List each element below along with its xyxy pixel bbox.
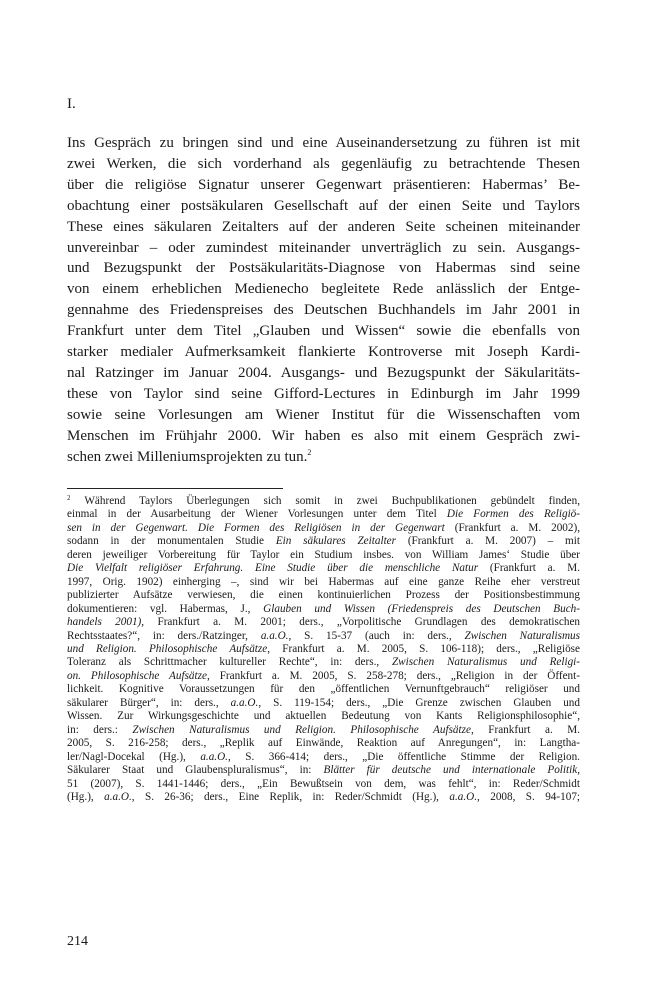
footnote-line — [67, 508, 580, 521]
footnote-text: , S. 26-36; ders., Eine Replik, in: Reder/Schmidt (Hg.), — [131, 790, 450, 803]
book-title: a.a.O. — [200, 750, 228, 763]
book-title: Zwischen Naturalismus — [464, 629, 580, 642]
footnote-text: ler/Nagl-Docekal (Hg.), — [67, 750, 201, 763]
footnote-text: (Frankfurt a. M. 2002), — [444, 521, 580, 534]
book-title: Glauben und Wissen (Friedenspreis des Deutschen Buch- — [263, 602, 580, 615]
footnote-text: dokumentieren: vgl. Habermas, J., — [67, 602, 264, 615]
footnote-line — [67, 589, 580, 602]
footnote-reference[interactable]: 2 — [307, 447, 312, 457]
footnote-line — [67, 724, 580, 737]
book-title: Zwischen Naturalismus und Religion. Philosophische Aufsätze — [132, 723, 471, 736]
section-heading: I. — [67, 96, 76, 112]
footnote-line — [67, 616, 580, 629]
body-line-last — [67, 447, 580, 468]
footnote — [67, 495, 580, 804]
book-title: und Religion. Philosophische Aufsätze — [67, 642, 268, 655]
footnote-line — [67, 603, 580, 616]
footnote-line — [67, 495, 580, 508]
book-title: Zwischen Naturalismus und Religi- — [391, 656, 581, 669]
footnote-line — [67, 791, 580, 804]
body-line: Frankfurt unter dem Titel „Glauben und Wissen“ sowie die ebenfalls von — [67, 323, 580, 340]
footnote-text: Säkularer Staat und Glaubenspluralismus“, in: — [67, 764, 324, 777]
book-title: on. Philosophische Aufsätze — [67, 669, 207, 682]
footnote-number: 2 — [67, 494, 71, 502]
body-line: These eines säkularen Zeitalters auf der anderen Seite scheinen miteinander — [67, 218, 580, 235]
body-line: und Bezugspunkt der Postsäkularitäts-Diagnose von Habermas sind seine — [67, 260, 580, 277]
footnote-line — [67, 549, 580, 562]
footnote-text: deren jeweiliger Vorbereitung für Taylor ein Studium insbes. von William James‘ Studie über — [67, 548, 580, 561]
book-title: Die Formen des Religiö- — [446, 508, 580, 521]
footnote-line — [67, 670, 580, 683]
book-title: Blätter für deutsche und internationale Politik — [323, 764, 578, 777]
footnote-text: , S. 119-154; ders., „Die Grenze zwischen Glauben und — [258, 696, 580, 709]
footnote-text: sodann in der monumentalen Studie — [67, 535, 276, 548]
body-line: über die religiöse Signatur unserer Gegenwart präsentieren: Habermas’ Be- — [67, 176, 580, 193]
footnote-line — [67, 683, 580, 696]
footnote-line — [67, 764, 580, 777]
body-line: Menschen im Frühjahr 2000. Wir haben es also mit einem Gespräch zwi- — [67, 427, 580, 444]
footnote-line — [67, 751, 580, 764]
book-title: a.a.O. — [260, 629, 289, 642]
body-paragraph — [67, 133, 580, 468]
book-title: a.a.O. — [230, 696, 259, 709]
book-title: a.a.O. — [104, 790, 132, 803]
footnote-text: säkularer Bürger“, in: ders., — [67, 696, 231, 709]
footnote-line — [67, 535, 580, 548]
book-title: Die Vielfalt religiöser Erfahrung. Eine Studie über die menschliche Natur — [67, 562, 479, 575]
footnote-text: 2005, S. 216-258; ders., „Replik auf Einwände, Reaktion auf Anregungen“, in: Langtha- — [67, 737, 580, 750]
footnote-text: 1997, Orig. 1902) einherging –, sind wir bei Habermas auf eine ganze Reihe eher verstreut — [67, 575, 580, 588]
footnote-text: , Frankfurt a. M. 2005, S. 258-278; ders., „Religion in der Öffent- — [206, 669, 580, 682]
footnote-text: 51 (2007), S. 1441-1446; ders., „Ein Bewußtsein von dem, was fehlt“, in: Reder/Schmidt — [67, 777, 580, 790]
footnote-line — [67, 630, 580, 643]
footnote-line — [67, 522, 580, 535]
footnote-text: (Hg.), — [67, 790, 105, 803]
footnote-line — [67, 643, 580, 656]
body-line: gennahme des Friedenspreises des Deutschen Buchhandels im Jahr 2001 in — [67, 302, 580, 319]
body-line: Ins Gespräch zu bringen sind und eine Auseinandersetzung zu führen ist mit — [67, 135, 580, 151]
body-line: obachtung einer postsäkularen Gesellschaft auf der einen Seite und Taylors — [67, 197, 580, 214]
body-line-text: schen zwei Milleniumsprojekten zu tun. — [67, 448, 308, 465]
body-line: nal Ratzinger im Januar 2004. Ausgangs- und Bezugspunkt der Säkularitäts- — [67, 364, 580, 381]
footnote-line — [67, 710, 580, 723]
footnote-text: Rechtsstaates?“, in: ders./Ratzinger, — [67, 629, 261, 642]
footnote-text: publizierter Aufsätze verwiesen, die einen kontinuierlichen Prozess der Positionsbestimmung — [67, 589, 580, 602]
footnote-text: , Frankfurt a. M. 2005, S. 106-118); ders., „Religiöse — [267, 642, 580, 655]
footnote-text: , S. 15-37 (auch in: ders., — [288, 629, 465, 642]
book-title: a.a.O. — [449, 790, 478, 803]
footnote-text: (Frankfurt a. M. 2007) – mit — [396, 535, 580, 548]
book-title: Ein säkulares Zeitalter — [275, 535, 396, 548]
footnote-text: , Frankfurt a. M. — [470, 723, 581, 736]
body-line: zwei Werken, die sich vorderhand als gegenläufig zu betrachtende Thesen — [67, 155, 580, 172]
footnote-line — [67, 778, 580, 791]
footnote-text: lichkeit. Kognitive Voraussetzungen für den „öffentlichen Vernunftgebrauch“ religiöser und — [67, 683, 580, 696]
footnote-text: , — [577, 764, 580, 777]
book-title: sen in der Gegenwart. Die Formen des Religiösen in der Gegenwart — [67, 521, 445, 534]
body-line: these von Taylor sind seine Gifford-Lectures in Edinburgh im Jahr 1999 — [67, 385, 580, 402]
footnote-line — [67, 562, 580, 575]
body-line: von einem erheblichen Medienecho begleitete Rede anlässlich der Entge- — [67, 281, 580, 298]
footnote-separator — [67, 488, 283, 489]
footnote-text: Während Taylors Überlegungen sich somit in zwei Buchpublikationen gebündelt finden, — [84, 495, 580, 507]
body-line: sowie seine Vorlesungen am Wiener Institut für die Wissenschaften vom — [67, 406, 580, 423]
body-line: starker medialer Aufmerksamkeit flankierte Kontroverse mit Joseph Kardi- — [67, 344, 580, 361]
footnote-text: Toleranz als Schrittmacher kultureller Rechte“, in: ders., — [67, 656, 392, 669]
footnote-text: in: ders.: — [67, 723, 133, 736]
footnote-line — [67, 737, 580, 750]
footnote-line — [67, 697, 580, 710]
footnote-text: , Frankfurt a. M. 2001; ders., „Vorpolitische Grundlagen des demokratischen — [141, 616, 581, 629]
footnote-text: (Frankfurt a. M. — [478, 562, 580, 575]
footnote-line — [67, 576, 580, 589]
book-title: handels 2001) — [67, 616, 142, 629]
footnote-line — [67, 656, 580, 669]
body-line: unvereinbar – oder zumindest miteinander unverträglich zu sein. Ausgangs- — [67, 239, 580, 256]
page-number: 214 — [67, 934, 88, 949]
footnote-text: Wissen. Zur Wirkungsgeschichte und aktuellen Bedeutung von Kants Religionsphilosophie“, — [67, 710, 580, 723]
footnote-text: , S. 366-414; ders., „Die öffentliche Stimme der Religion. — [227, 750, 580, 763]
footnote-text: einmal in der Ausarbeitung der Wiener Vorlesungen unter dem Titel — [67, 508, 447, 521]
footnote-text: , 2008, S. 94-107; — [477, 790, 581, 803]
